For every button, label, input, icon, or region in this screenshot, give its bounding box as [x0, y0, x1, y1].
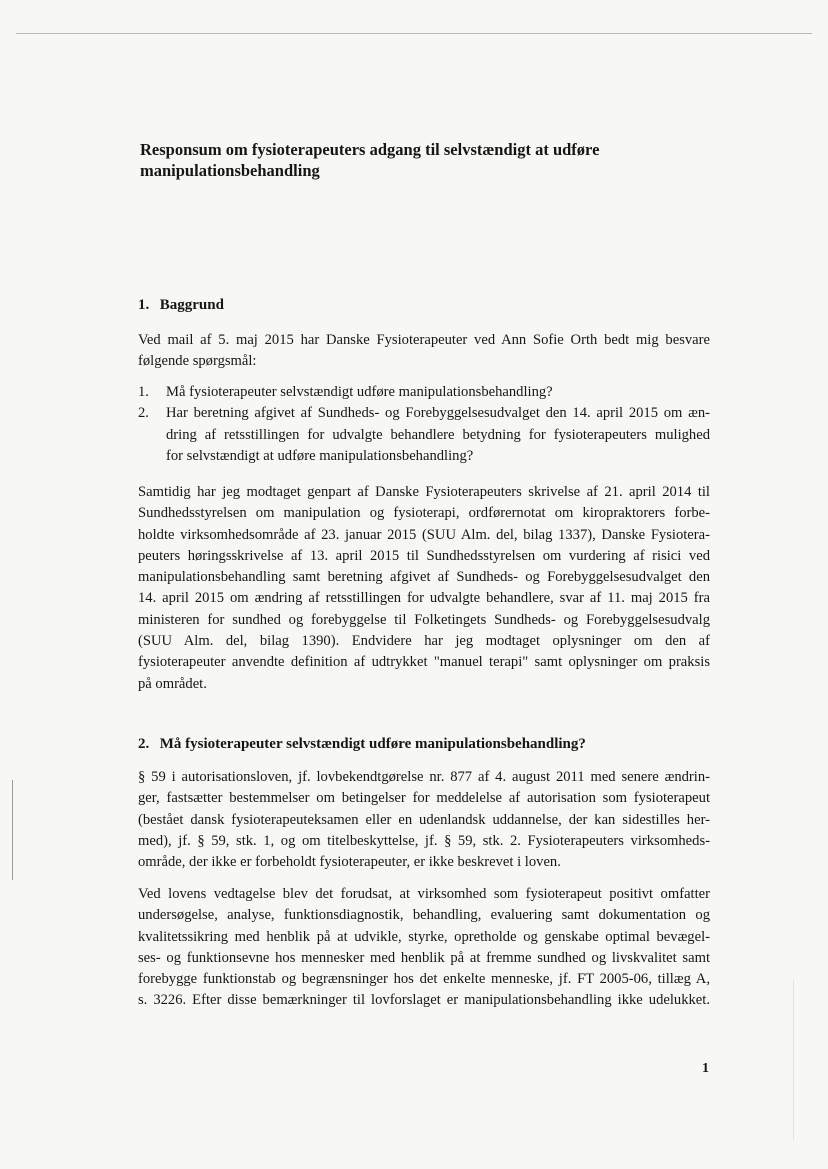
text-line: undersøgelse, analyse, funktionsdiagnostik, behandling, evaluering samt dokumentation og: [138, 907, 710, 924]
document-title: [140, 139, 700, 181]
text-line: kvalitetssikring med henblik på at udvikle, styrke, opretholde og genskabe optimal bevægel-: [138, 928, 710, 945]
text-line: peuters høringsskrivelse af 13. april 2015 til Sundhedsstyrelsen om vurdering af risici ved: [138, 547, 710, 564]
text-line: følgende spørgsmål:: [138, 353, 257, 370]
text-line: på området.: [138, 675, 207, 692]
document-title-line: manipulationsbehandling: [140, 161, 320, 180]
section-heading-text: Må fysioterapeuter selvstændigt udføre manipulationsbehandling?: [159, 736, 586, 752]
text-line: (bestået dansk fysioterapeuteksamen eller en udenlandsk uddannelse, der kan sidestilles her-: [138, 811, 710, 828]
text-line: med), jf. § 59, stk. 1, og om titelbeskyttelse, jf. § 59, stk. 2. Fysioterapeuters virksomheds-: [138, 832, 710, 849]
text-line: Sundhedsstyrelsen om manipulation og fysioterapi, ordførernotat om kiropraktorers forbe-: [138, 505, 710, 522]
text-line: forebygge funktionstab og begrænsninger hos det enkelte menneske, jf. FT 2005-06, tillæg A,: [138, 971, 710, 988]
law-paragraph: [138, 767, 710, 873]
text-line: Ved mail af 5. maj 2015 har Danske Fysioterapeuter ved Ann Sofie Orth bedt mig besvare: [138, 332, 710, 348]
section-heading-baggrund: [138, 296, 224, 314]
text-line: Samtidig har jeg modtaget genpart af Danske Fysioterapeuters skrivelse af 21. april 2014 til: [138, 484, 710, 500]
section-heading-text: Baggrund: [159, 297, 224, 313]
question-list: [138, 382, 710, 467]
text-line: ger, fastsætter bestemmelser om betingelser for meddelelse af autorisation som fysioterapeut: [138, 790, 710, 807]
text-line: (SUU Alm. del, bilag 1390). Endvidere har jeg modtaget oplysninger om den af: [138, 633, 710, 650]
text-line: fysioterapeuter anvendte definition af udtrykket "manuel terapi" samt oplysninger om praksis: [138, 654, 710, 671]
section-number: 2.: [138, 736, 150, 752]
list-item: [138, 403, 710, 467]
list-item: [138, 382, 710, 403]
text-line: ministeren for sundhed og forebyggelse til Folketingets Sundheds- og Forebyggelsesudvalg: [138, 611, 710, 628]
intro-paragraph: [138, 330, 710, 373]
text-line: s. 3226. Efter disse bemærkninger til lovforslaget er manipulationsbehandling ikke udelukket.: [138, 992, 710, 1009]
page-number: 1: [702, 1061, 709, 1076]
text-line: område, der ikke er forbeholdt fysioterapeuter, er ikke beskrevet i loven.: [138, 854, 561, 871]
scan-mark-right: [793, 980, 794, 1140]
background-paragraph: [138, 482, 710, 695]
section-number: 1.: [138, 297, 150, 313]
legislative-paragraph: [138, 884, 710, 1012]
text-line: Ved lovens vedtagelse blev det forudsat, at virksomhed som fysioterapeut positivt omfatter: [138, 886, 710, 902]
text-line: for selvstændigt at udføre manipulationsbehandling?: [166, 447, 474, 464]
text-line: Har beretning afgivet af Sundheds- og Forebyggelsesudvalget den 14. april 2015 om æn-: [166, 405, 710, 422]
text-line: 14. april 2015 om ændring af retsstillingen for udvalgte behandlere, svar af 11. maj 2015 fra: [138, 590, 710, 607]
text-line: dring af retsstillingen for udvalgte behandlere betydning for fysioterapeuters mulighed: [166, 426, 710, 443]
text-line: § 59 i autorisationsloven, jf. lovbekendtgørelse nr. 877 af 4. august 2011 med senere ændrin-: [138, 769, 710, 785]
scan-mark-left: [12, 780, 13, 880]
text-line: ses- og funktionsevne hos mennesker med henblik på at fremme sundhed og livskvalitet samt: [138, 949, 710, 966]
document-title-line: Responsum om fysioterapeuters adgang til selvstændigt at udføre: [140, 140, 600, 159]
list-marker: 2.: [138, 405, 149, 422]
text-line: Må fysioterapeuter selvstændigt udføre manipulationsbehandling?: [166, 384, 553, 400]
list-marker: 1.: [138, 384, 149, 400]
section-heading-manipulation: [138, 735, 586, 753]
text-line: manipulationsbehandling samt beretning afgivet af Sundheds- og Forebyggelsesudvalget den: [138, 569, 710, 586]
text-line: holdte virksomhedsområde af 23. januar 2015 (SUU Alm. del, bilag 1337), Danske Fysiotera-: [138, 526, 710, 543]
scan-edge-top: [16, 33, 812, 34]
